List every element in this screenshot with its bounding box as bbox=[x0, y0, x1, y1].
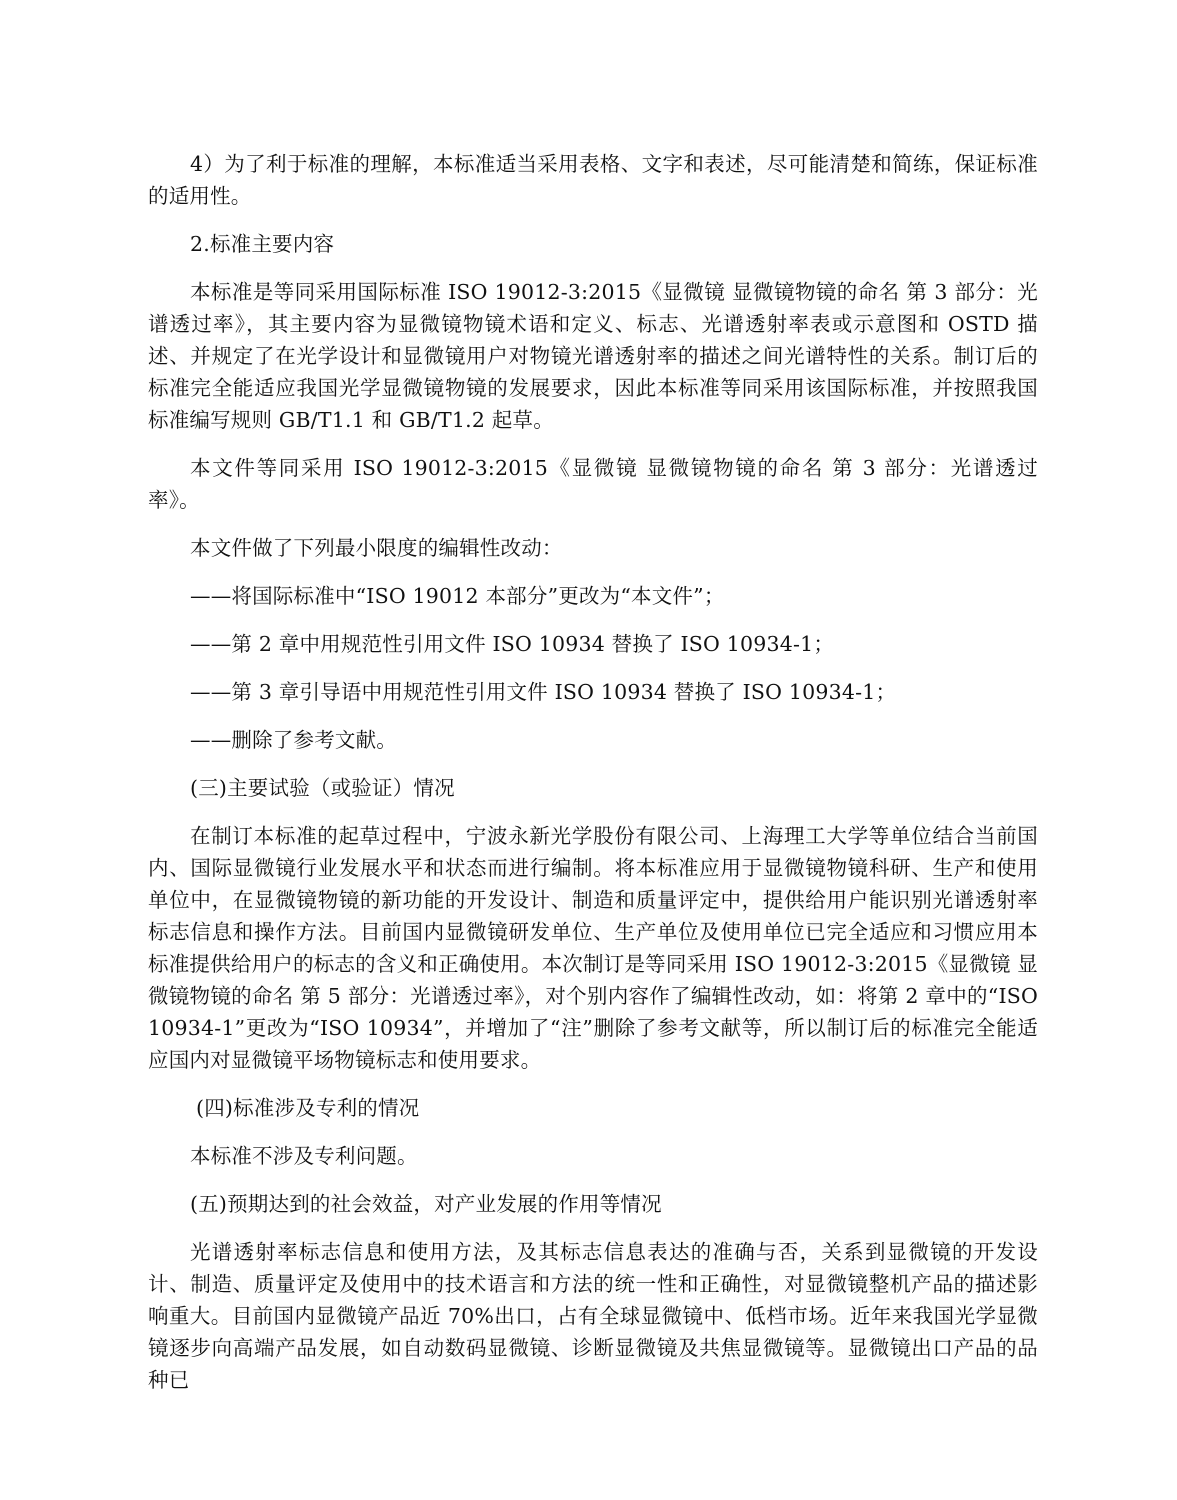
paragraph-no-patents: 本标准不涉及专利问题。 bbox=[190, 1144, 418, 1168]
paragraph-equivalent-adoption: 本文件等同采用 ISO 19012-3:2015《显微镜 显微镜物镜的命名 第 3 部分：光谱透过率》。 bbox=[148, 456, 1038, 512]
list-item-change-3: ——第 3 章引导语中用规范性引用文件 ISO 10934 替换了 ISO 10934-1； bbox=[190, 680, 897, 704]
list-item-change-2: ——第 2 章中用规范性引用文件 ISO 10934 替换了 ISO 10934-1； bbox=[190, 632, 835, 656]
paragraph-standard-summary: 本标准是等同采用国际标准 ISO 19012-3:2015《显微镜 显微镜物镜的命名 第 3 部分：光谱透过率》，其主要内容为显微镜物镜术语和定义、标志、光谱透射率表或示意图和 OSTD 描述、并规定了在光学设计和显微镜用户对物镜光谱透射率的描述之间光谱特性的关系。制订后的标准完全能适应我国光学显微镜物镜的发展要求，因此本标准等同采用该国际标准，并按照我国标准编写规则 GB/T1.1 和 GB/T1.2 起草。 bbox=[148, 280, 1038, 432]
document-body bbox=[148, 148, 1038, 1412]
paragraph-item-4: 4）为了利于标准的理解，本标准适当采用表格、文字和表述，尽可能清楚和简练，保证标准的适用性。 bbox=[148, 152, 1038, 208]
paragraph-verification-details: 在制订本标准的起草过程中，宁波永新光学股份有限公司、上海理工大学等单位结合当前国内、国际显微镜行业发展水平和状态而进行编制。将本标准应用于显微镜物镜科研、生产和使用单位中，在显微镜物镜的新功能的开发设计、制造和质量评定中，提供给用户能识别光谱透射率标志信息和操作方法。目前国内显微镜研发单位、生产单位及使用单位已完全适应和习惯应用本标准提供给用户的标志的含义和正确使用。本次制订是等同采用 ISO 19012-3:2015《显微镜 显微镜物镜的命名 第 5 部分：光谱透过率》，对个别内容作了编辑性改动，如：将第 2 章中的“ISO 10934-1”更改为“ISO 10934”，并增加了“注”删除了参考文献等，所以制订后的标准完全能适应国内对显微镜平场物镜标志和使用要求。 bbox=[148, 824, 1038, 1072]
paragraph-social-benefits: 光谱透射率标志信息和使用方法，及其标志信息表达的准确与否，关系到显微镜的开发设计、制造、质量评定及使用中的技术语言和方法的统一性和正确性，对显微镜整机产品的描述影响重大。目前国内显微镜产品近 70%出口，占有全球显微镜中、低档市场。近年来我国光学显微镜逐步向高端产品发展，如自动数码显微镜、诊断显微镜及共焦显微镜等。显微镜出口产品的品种已 bbox=[148, 1240, 1038, 1392]
section-heading-verification: (三)主要试验（或验证）情况 bbox=[190, 776, 455, 800]
paragraph-editorial-changes-intro: 本文件做了下列最小限度的编辑性改动： bbox=[190, 536, 563, 560]
list-item-change-4: ——删除了参考文献。 bbox=[190, 728, 397, 752]
section-heading-main-content: 2.标准主要内容 bbox=[190, 232, 335, 256]
list-item-change-1: ——将国际标准中“ISO 19012 本部分”更改为“本文件”； bbox=[190, 584, 725, 608]
section-heading-patents: (四)标准涉及专利的情况 bbox=[196, 1096, 420, 1120]
section-heading-social-benefits: (五)预期达到的社会效益，对产业发展的作用等情况 bbox=[190, 1192, 662, 1216]
